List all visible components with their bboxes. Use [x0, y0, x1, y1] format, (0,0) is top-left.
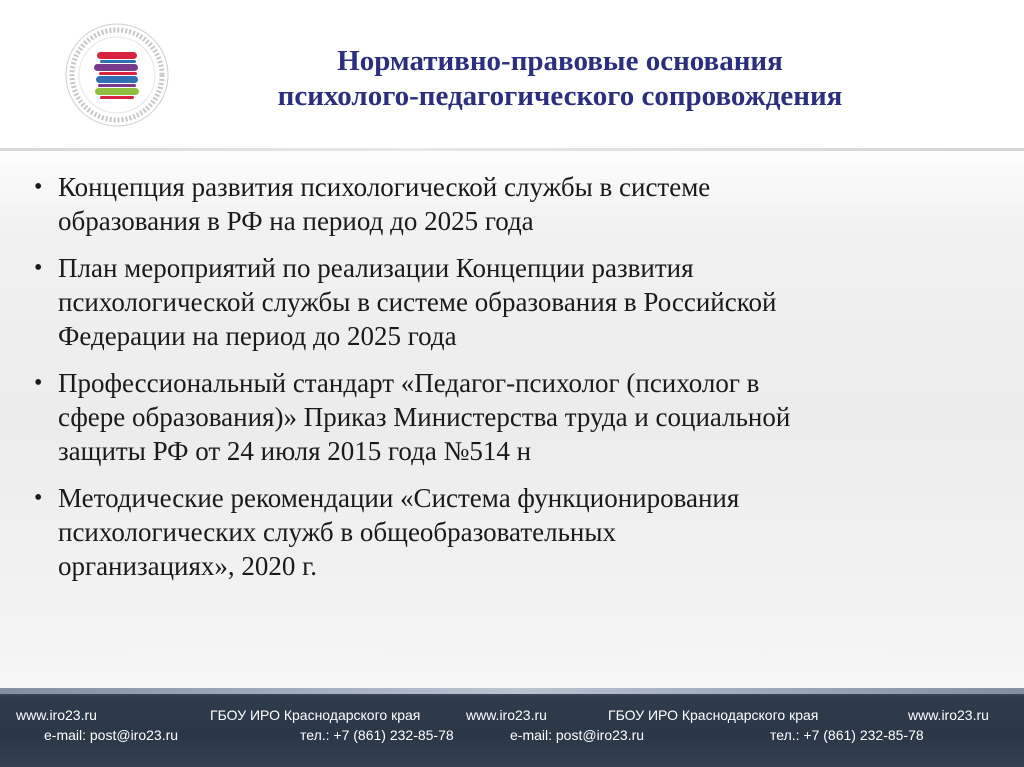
bullet-dot: •	[34, 174, 43, 200]
header-divider	[0, 148, 1024, 151]
footer-org: ГБОУ ИРО Краснодарского края	[210, 707, 421, 723]
bullet-item	[34, 251, 994, 353]
bullet-dot: •	[34, 370, 43, 396]
bullet-line: сфере образования)» Приказ Министерства труда и социальной	[58, 402, 791, 432]
footer-org: ГБОУ ИРО Краснодарского края	[608, 707, 819, 723]
title-line-2: психолого-педагогического сопровождения	[277, 80, 843, 112]
bullet-line: Профессиональный стандарт «Педагог-психолог (психолог в	[58, 368, 760, 398]
footer-site-link[interactable]: www.iro23.ru	[466, 707, 547, 723]
footer-phone: тел.: +7 (861) 232-85-78	[770, 727, 924, 743]
bullet-line: Федерации на период до 2025 года	[58, 321, 457, 351]
bullet-item	[34, 366, 994, 468]
bullet-line: Методические рекомендации «Система функционирования	[58, 483, 740, 513]
slide-footer	[0, 688, 1024, 767]
footer-stripe	[0, 688, 1024, 694]
bullet-item	[34, 481, 994, 583]
bullet-item	[34, 170, 994, 238]
bullet-list	[34, 170, 994, 596]
footer-site-link[interactable]: www.iro23.ru	[908, 707, 989, 723]
footer-email-link[interactable]: e-mail: post@iro23.ru	[510, 727, 645, 743]
bullet-line: психологической службы в системе образования в Российской	[58, 287, 777, 317]
bullet-line: организациях», 2020 г.	[58, 551, 317, 581]
slide-title	[180, 44, 940, 114]
bullet-line: образования в РФ на период до 2025 года	[58, 206, 534, 236]
footer-email-link[interactable]: e-mail: post@iro23.ru	[44, 727, 179, 743]
books-logo-icon	[64, 22, 170, 128]
slide-header	[0, 0, 1024, 148]
footer-site-link[interactable]: www.iro23.ru	[16, 707, 97, 723]
bullet-dot: •	[34, 255, 43, 281]
bullet-line: психологических служб в общеобразовательных	[58, 517, 616, 547]
footer-phone: тел.: +7 (861) 232-85-78	[300, 727, 454, 743]
title-line-1: Нормативно-правовые основания	[337, 45, 783, 77]
bullet-line: Концепция развития психологической службы в системе	[58, 172, 711, 202]
bullet-line: защиты РФ от 24 июля 2015 года №514 н	[58, 436, 532, 466]
bullet-line: План мероприятий по реализации Концепции развития	[58, 253, 694, 283]
bullet-dot: •	[34, 485, 43, 511]
